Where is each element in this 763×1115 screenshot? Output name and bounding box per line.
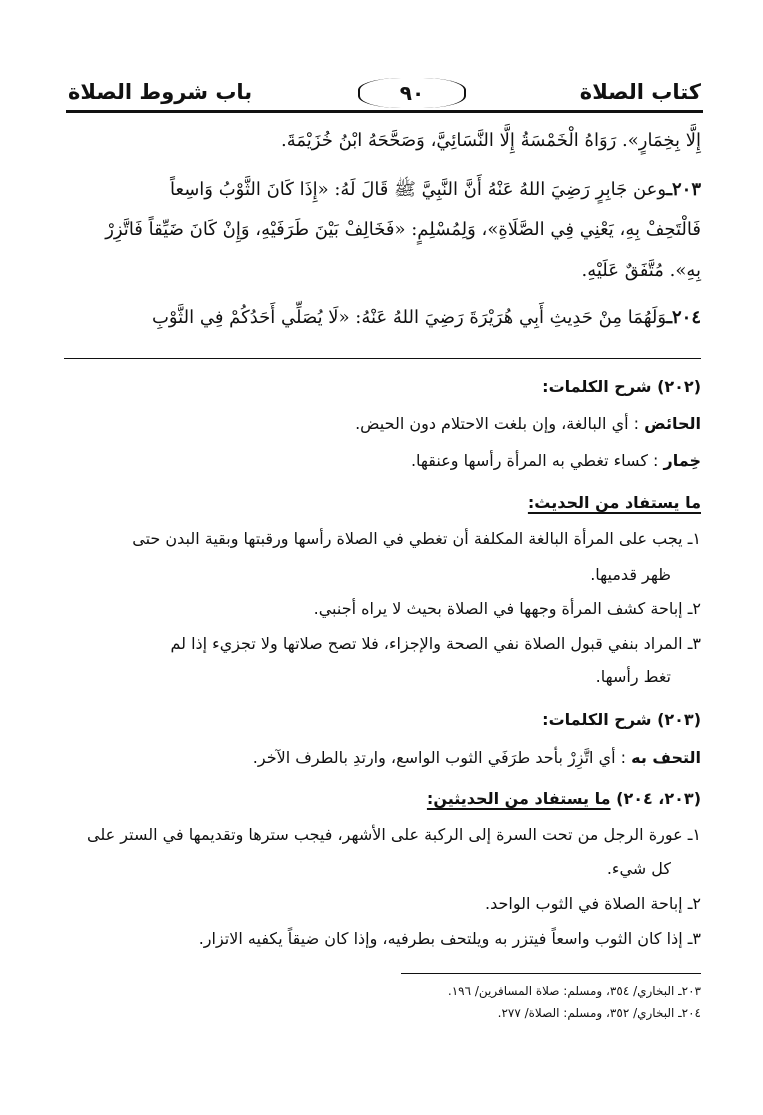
hadith-text-line: إِلَّا بِخِمَارٍ». رَوَاهُ الْخَمْسَةُ إِلَّا النَّسَائِيَّ، وَصَحَّحَهُ ابْنُ خُزَيْمَةَ. — [281, 130, 701, 151]
defined-term: خِمار — [663, 451, 701, 470]
hadith-text: وعن جَابِرٍ رَضِيَ اللهُ عَنْهُ أَنَّ النَّبِيَّ ﷺ قَالَ لَهُ: «إِذَا كَانَ الثَّوْبُ وَاسِعاً — [170, 179, 667, 200]
defined-term: التحف به — [631, 748, 701, 767]
hadith-203-line — [170, 178, 701, 204]
section-title: ما يستفاد من الحديث: — [527, 493, 701, 512]
benefit-item: ٢ـ إباحة كشف المرأة وجهها في الصلاة بحيث لا يراه أجنبي. — [313, 599, 701, 618]
word-definition — [253, 748, 701, 767]
hadith-text: وَلَهُمَا مِنْ حَدِيثِ أَبِي هُرَيْرَةَ رَضِيَ اللهُ عَنْهُ: «لَا يُصَلِّي أَحَدُكُمْ فِي الثَّوْبِ — [151, 307, 667, 328]
footnote: ٢٠٣ـ البخاري/ ٣٥٤، ومسلم: صلاة المسافرين/ ١٩٦. — [447, 984, 701, 998]
footnote-divider — [401, 973, 701, 974]
benefit-item-continued: تغط رأسها. — [595, 667, 671, 686]
page-header — [68, 78, 701, 112]
defined-term: الحائض — [644, 414, 701, 433]
benefit-item: ١ـ عورة الرجل من تحت السرة إلى الركبة على الأشهر، فيجب سترها وتقديمها في الستر على — [87, 825, 701, 844]
definition-text: : أي البالغة، وإن بلغت الاحتلام دون الحيض. — [355, 414, 640, 433]
section-title: (٢٠٣) شرح الكلمات: — [542, 710, 701, 729]
book-title: كتاب الصلاة — [579, 80, 701, 104]
footnote: ٢٠٤ـ البخاري/ ٣٥٢، ومسلم: الصلاة/ ٢٧٧. — [497, 1006, 701, 1020]
word-definition — [411, 451, 701, 470]
benefit-item: ٣ـ المراد بنفي قبول الصلاة نفي الصحة والإجزاء، فلا تصح صلاتها ولا تجزيء إذا لم — [170, 634, 701, 653]
section-title — [427, 789, 701, 808]
benefit-item-continued: كل شيء. — [606, 859, 671, 878]
section-numbers: (٢٠٣، ٢٠٤) — [616, 789, 701, 808]
definition-text: : كساء تغطي به المرأة رأسها وعنقها. — [410, 451, 659, 470]
section-title: (٢٠٢) شرح الكلمات: — [542, 377, 701, 396]
benefit-item: ٢ـ إباحة الصلاة في الثوب الواحد. — [485, 894, 701, 913]
section-title-text: ما يستفاد من الحديثين: — [426, 789, 611, 808]
hadith-204-line — [152, 307, 701, 328]
benefit-item-continued: ظهر قدميها. — [590, 565, 671, 584]
word-definition — [355, 414, 701, 433]
benefit-item: ١ـ يجب على المرأة البالغة المكلفة أن تغطي في الصلاة رأسها ورقبتها وبقية البدن حتى — [132, 529, 701, 548]
hadith-203-line: فَالْتَحِفْ بِهِ، يَعْنِي فِي الصَّلَاةِ»، وَلِمُسْلِمٍ: «فَخَالِفْ بَيْنَ طَرَفَيْهِ، وَإِنْ كَانَ ضَيِّقاً فَاتَّزِرْ — [105, 219, 701, 240]
hadith-203-line: بِهِ». مُتَّفَقٌ عَلَيْهِ. — [581, 260, 701, 281]
hadith-number: ٢٠٣ـ — [666, 179, 701, 200]
section-divider — [64, 358, 701, 359]
chapter-title: باب شروط الصلاة — [68, 80, 253, 104]
hadith-number: ٢٠٤ـ — [666, 307, 701, 328]
header-rule — [66, 110, 703, 113]
definition-text: : أي اتَّزِرْ بأحد طرَفَي الثوب الواسع، وارتدِ بالطرف الآخر. — [252, 748, 627, 767]
page-number: ٩٠ — [358, 78, 466, 108]
benefit-item: ٣ـ إذا كان الثوب واسعاً فيتزر به ويلتحف بطرفيه، وإذا كان ضيقاً يكفيه الاتزار. — [198, 929, 701, 948]
